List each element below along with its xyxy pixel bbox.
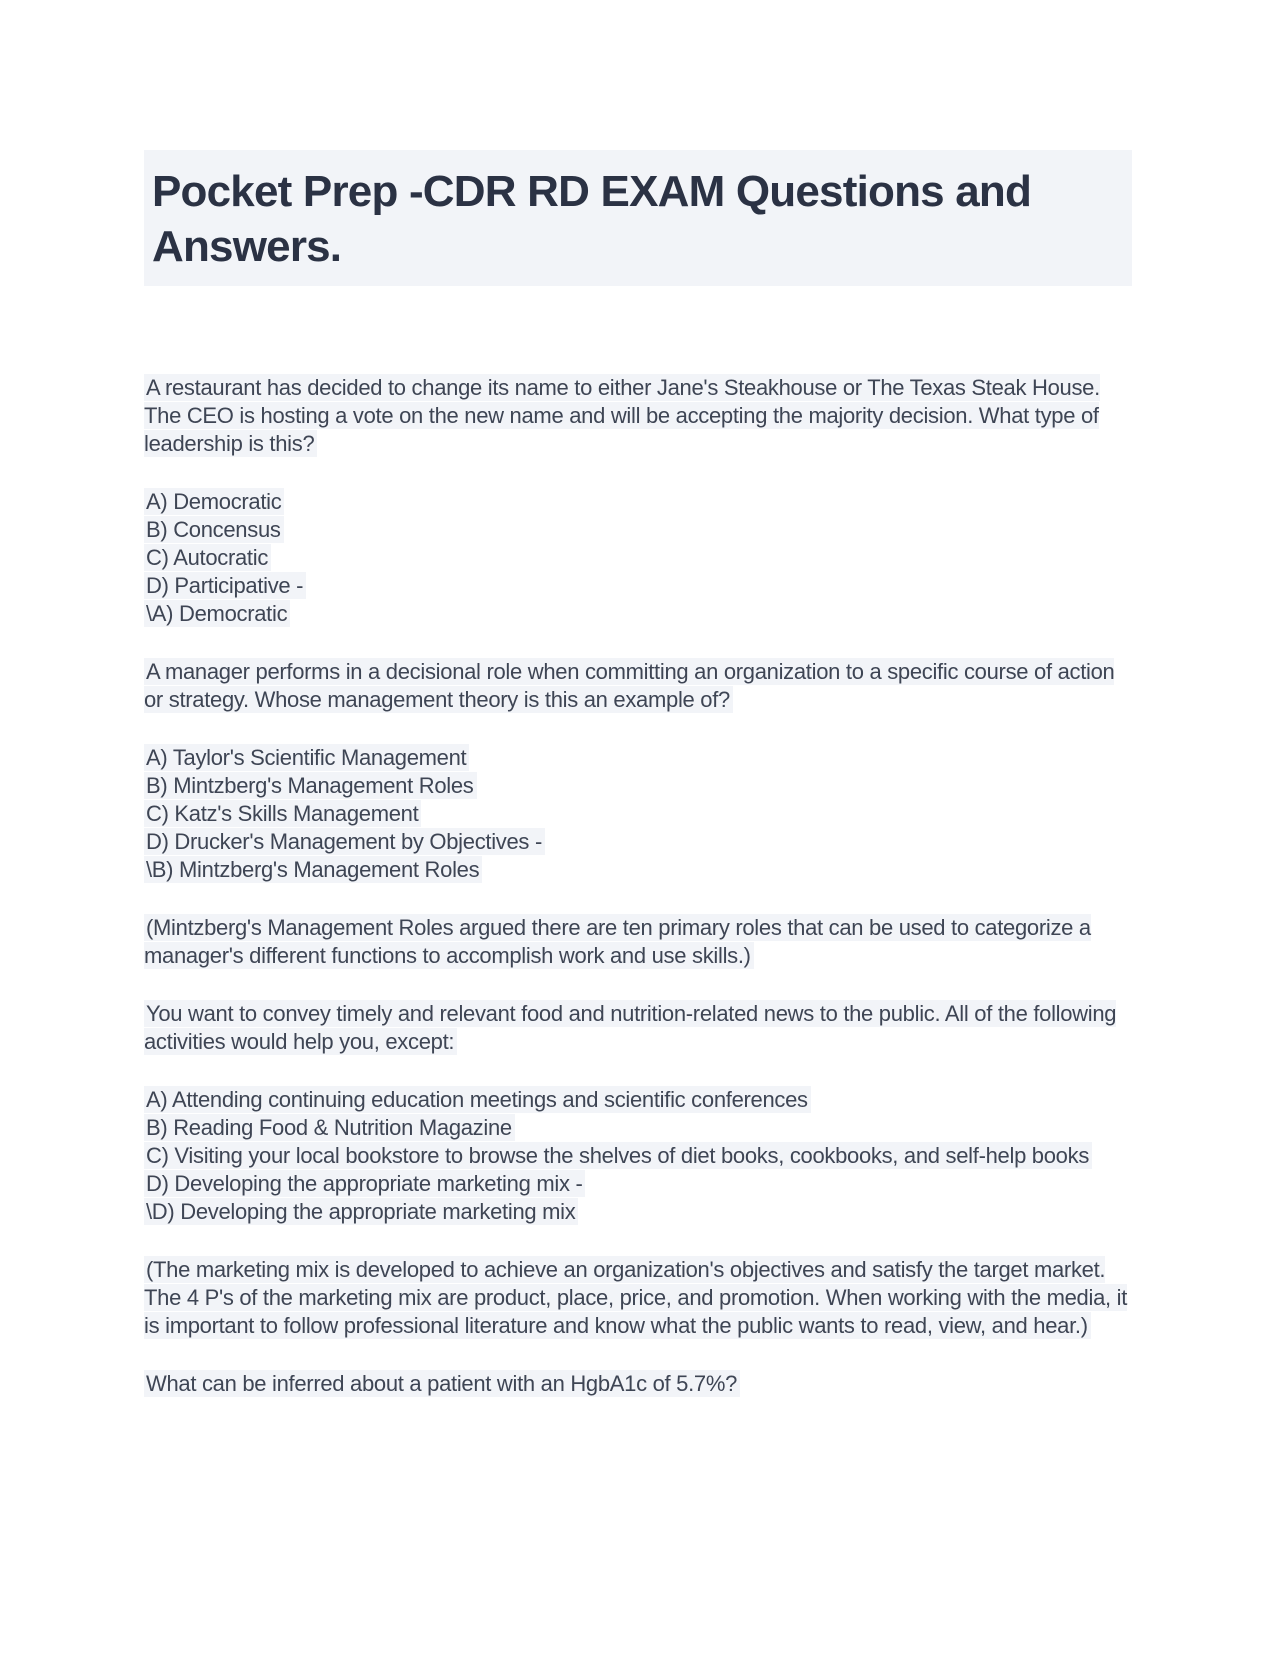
answer-option xyxy=(144,516,1132,544)
explanation-text: (The marketing mix is developed to achieve an organization's objectives and satisfy the target market. The 4 P's of the marketing mix are product, place, price, and promotion. When working with the media, it is important to follow professional literature and know what the public wants to read, view, and hear.) xyxy=(144,1257,1128,1338)
explanation-paragraph xyxy=(144,914,1132,970)
answer-option-text: A) Democratic xyxy=(144,488,284,515)
answer-option-text: C) Katz's Skills Management xyxy=(144,800,421,827)
question-paragraph xyxy=(144,374,1132,458)
question-text: You want to convey timely and relevant food and nutrition-related news to the public. All of the following activities would help you, except: xyxy=(144,1001,1117,1054)
question-block-3 xyxy=(144,1000,1132,1340)
correct-answer-text: \D) Developing the appropriate marketing mix xyxy=(144,1198,578,1225)
answer-option xyxy=(144,488,1132,516)
question-paragraph xyxy=(144,658,1132,714)
page-title: Pocket Prep -CDR RD EXAM Questions and Answers. xyxy=(144,150,1132,286)
answer-option-text: B) Reading Food & Nutrition Magazine xyxy=(144,1114,515,1141)
question-block-4 xyxy=(144,1370,1132,1398)
correct-answer-text: \B) Mintzberg's Management Roles xyxy=(144,856,482,883)
question-paragraph xyxy=(144,1000,1132,1056)
answer-option xyxy=(144,1142,1132,1170)
correct-answer-line xyxy=(144,600,1132,628)
answer-option xyxy=(144,772,1132,800)
answer-option-text: A) Taylor's Scientific Management xyxy=(144,744,469,771)
question-text: What can be inferred about a patient with an HgbA1c of 5.7%? xyxy=(144,1370,740,1397)
answer-option xyxy=(144,800,1132,828)
answer-option-text: B) Concensus xyxy=(144,516,284,543)
document-content xyxy=(144,150,1132,1428)
options-group xyxy=(144,488,1132,628)
answer-option xyxy=(144,1086,1132,1114)
options-group xyxy=(144,1086,1132,1226)
answer-option-text: A) Attending continuing education meetings and scientific conferences xyxy=(144,1086,811,1113)
options-group xyxy=(144,744,1132,884)
answer-option-text: C) Autocratic xyxy=(144,544,271,571)
answer-option xyxy=(144,828,1132,856)
question-block-2 xyxy=(144,658,1132,970)
answer-option xyxy=(144,572,1132,600)
answer-option-text: D) Participative - xyxy=(144,572,306,599)
explanation-paragraph xyxy=(144,1256,1132,1340)
answer-option-text: D) Developing the appropriate marketing mix - xyxy=(144,1170,585,1197)
answer-option xyxy=(144,1170,1132,1198)
correct-answer-line xyxy=(144,1198,1132,1226)
question-text: A restaurant has decided to change its name to either Jane's Steakhouse or The Texas Steak House. The CEO is hosting a vote on the new name and will be accepting the majority decision. What type of leadership is this? xyxy=(144,375,1100,456)
question-paragraph xyxy=(144,1370,1132,1398)
question-text: A manager performs in a decisional role when committing an organization to a specific course of action or strategy. Whose management theory is this an example of? xyxy=(144,659,1115,712)
answer-option-text: C) Visiting your local bookstore to browse the shelves of diet books, cookbooks, and self-help books xyxy=(144,1142,1092,1169)
answer-option xyxy=(144,1114,1132,1142)
answer-option xyxy=(144,744,1132,772)
explanation-text: (Mintzberg's Management Roles argued there are ten primary roles that can be used to categorize a manager's different functions to accomplish work and use skills.) xyxy=(144,915,1091,968)
correct-answer-text: \A) Democratic xyxy=(144,600,290,627)
answer-option-text: D) Drucker's Management by Objectives - xyxy=(144,828,545,855)
question-block-1 xyxy=(144,374,1132,628)
answer-option-text: B) Mintzberg's Management Roles xyxy=(144,772,477,799)
answer-option xyxy=(144,544,1132,572)
correct-answer-line xyxy=(144,856,1132,884)
